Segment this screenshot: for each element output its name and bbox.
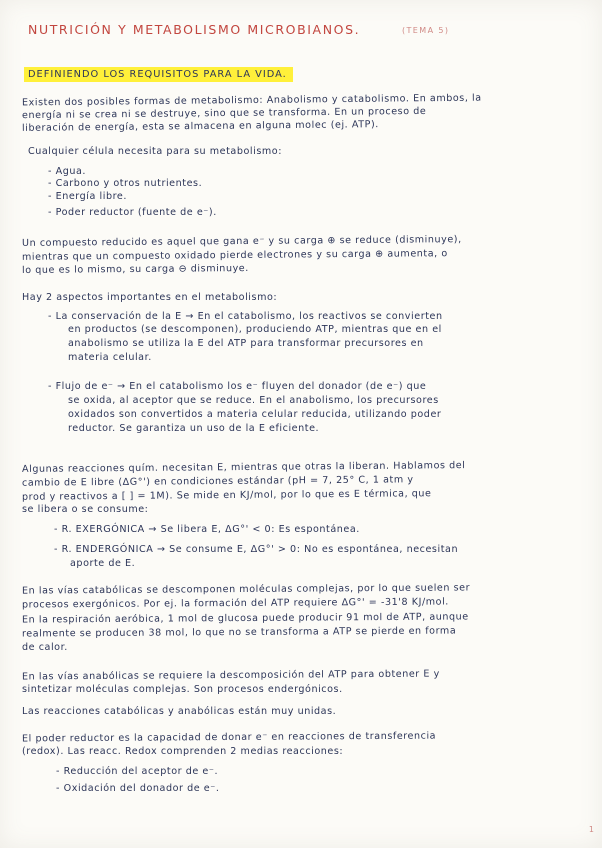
text-line: En las vías catabólicas se descomponen moléculas complejas, por lo que suelen ser (21, 582, 471, 597)
text-line: Hay 2 aspectos importantes en el metabolismo: (22, 292, 278, 303)
text-line: realmente se producen 38 mol, lo que no se transforma a ATP se pierde en forma (21, 625, 457, 640)
text-line: Existen dos posibles formas de metabolismo: Anabolismo y catabolismo. En ambos, la (21, 92, 482, 109)
list-item: - La conservación de la E → En el catabolismo, los reactivos se convierten (48, 311, 443, 322)
list-item: - Oxidación del donador de e⁻. (56, 783, 220, 794)
text-line: procesos exergónicos. Por ej. la formación del ATP requiere ΔG°' = -31'8 KJ/mol. (21, 596, 449, 611)
page-title: NUTRICIÓN Y METABOLISMO MICROBIANOS. (28, 22, 361, 37)
topic-number: (TEMA 5) (402, 26, 450, 35)
text-line: se oxida, al aceptor que se reduce. En el anabolismo, los precursores (68, 395, 439, 406)
list-item: - R. ENDERGÓNICA → Se consume E, ΔG°' > 0: No es espontánea, necesitan (54, 544, 459, 555)
text-line: En las vías anabólicas se requiere la descomposición del ATP para obtener E y (21, 668, 440, 683)
list-item: - Agua. (48, 166, 87, 177)
list-item: - Energía libre. (48, 191, 127, 202)
text-line: El poder reductor es la capacidad de donar e⁻ en reacciones de transferencia (21, 730, 437, 745)
text-line: sintetizar moléculas complejas. Son procesos endergónicos. (22, 684, 343, 695)
list-item: - Carbono y otros nutrientes. (48, 178, 203, 189)
text-line: Cualquier célula necesita para su metabolismo: (28, 146, 282, 157)
page-number: 1 (588, 825, 594, 834)
text-line: se libera o se consume: (22, 504, 149, 515)
text-line: energía ni se crea ni se destruye, sino que se transforma. En un proceso de (21, 105, 427, 122)
text-line: Un compuesto reducido es aquel que gana e⁻ y su carga ⊕ se reduce (disminuye), (21, 234, 462, 249)
list-item: - Reducción del aceptor de e⁻. (56, 766, 219, 777)
text-line: (redox). Las reacc. Redox comprenden 2 medias reacciones: (22, 746, 344, 757)
list-item: - Poder reductor (fuente de e⁻). (48, 207, 217, 218)
highlighted-subtitle: DEFINIENDO LOS REQUISITOS PARA LA VIDA. (24, 67, 293, 82)
text-line: liberación de energía, esta se almacena en alguna molec (ej. ATP). (21, 119, 379, 134)
text-line: cambio de E libre (ΔG°') en condiciones estándar (pH = 7, 25° C, 1 atm y (21, 474, 414, 489)
text-line: lo que es lo mismo, su carga ⊖ disminuye. (21, 263, 249, 276)
text-line: oxidados son convertidos a materia celular reducida, utilizando poder (68, 409, 442, 420)
text-line: en productos (se descomponen), produciendo ATP, mientras que en el (68, 324, 442, 335)
text-line: reductor. Se garantiza un uso de la E eficiente. (68, 423, 320, 434)
text-line: mientras que un compuesto oxidado pierde electrones y su carga ⊕ aumenta, o (21, 248, 448, 263)
text-line: En la respiración aeróbica, 1 mol de glucosa puede producir 91 mol de ATP, aunque (21, 611, 469, 626)
text-line: anabolismo se utiliza la E del ATP para transformar precursores en (68, 338, 424, 349)
text-line: Algunas reacciones quím. necesitan E, mientras que otras la liberan. Hablamos del (21, 460, 466, 475)
text-line: prod y reactivos a [ ] = 1M). Se mide en KJ/mol, por lo que es E térmica, que (21, 488, 432, 503)
list-item: - R. EXERGÓNICA → Se libera E, ΔG°' < 0: Es espontánea. (54, 524, 360, 535)
text-line: Las reacciones catabólicas y anabólicas están muy unidas. (22, 706, 337, 717)
text-line: de calor. (22, 642, 68, 653)
text-line: aporte de E. (70, 558, 136, 569)
list-item: - Flujo de e⁻ → En el catabolismo los e⁻ fluyen del donador (de e⁻) que (48, 381, 427, 392)
text-line: materia celular. (68, 352, 152, 363)
